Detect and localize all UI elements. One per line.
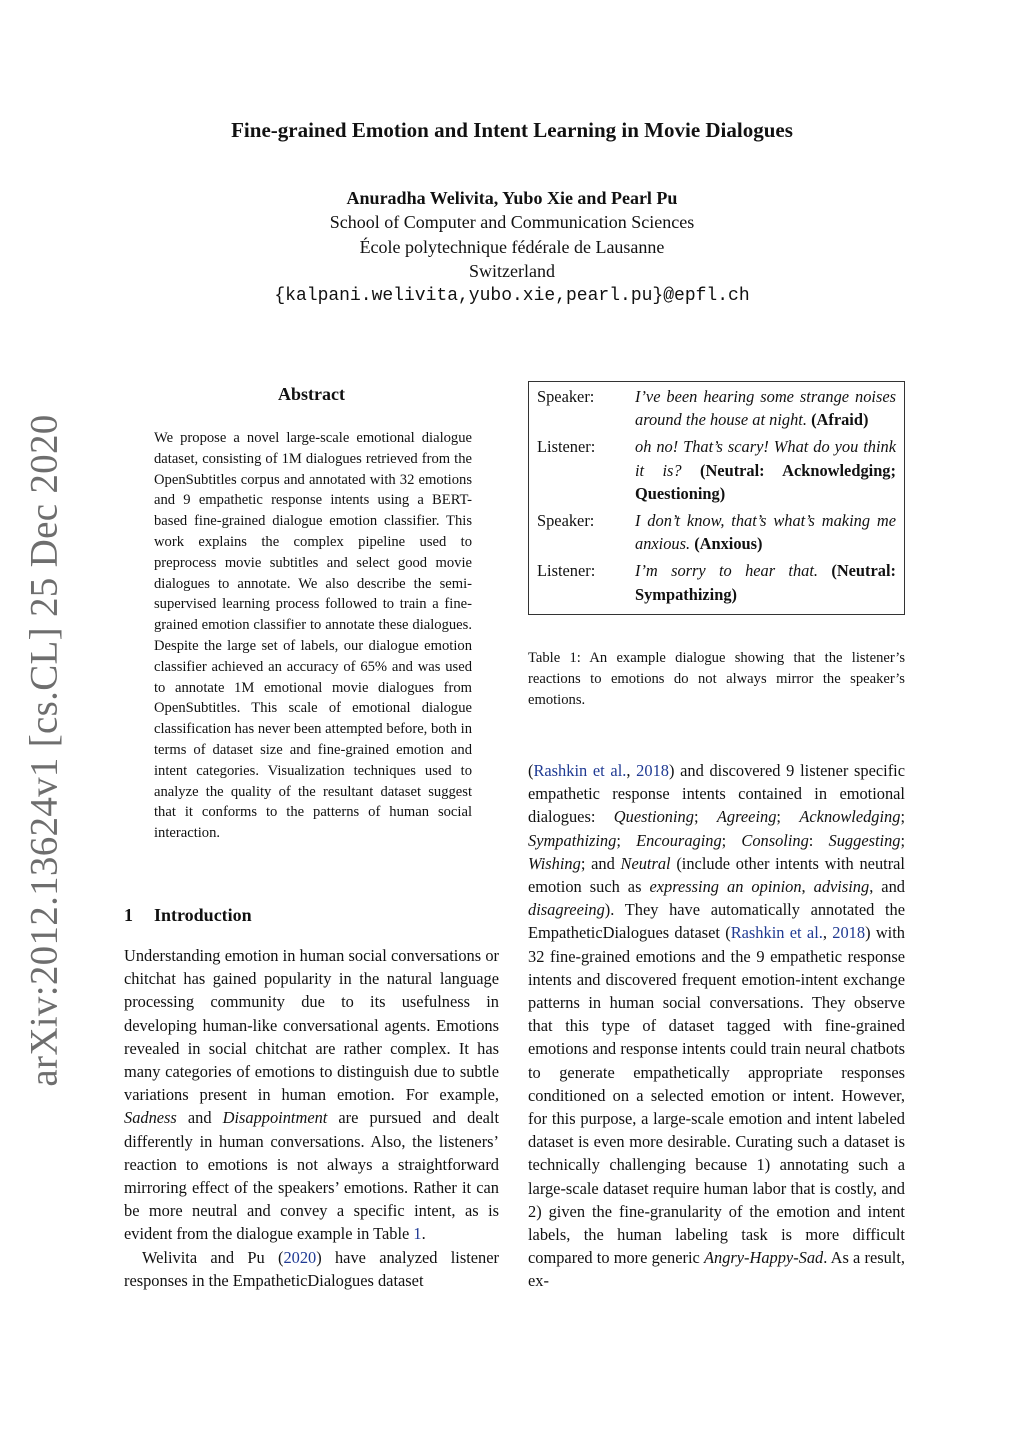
arxiv-side-stamp — [8, 413, 80, 1087]
table-caption: Table 1: An example dialogue showing that the listener’s reactions to emotions do not always mirror the speaker’s emotions. — [528, 650, 905, 708]
citation-link-rashkin[interactable]: Rashkin et al. — [533, 761, 627, 780]
intent-name: Questioning — [613, 807, 694, 827]
dialogue-label: (Afraid) — [811, 410, 869, 430]
dialogue-utterance: I’ve been hearing some strange noises around the house at night. — [635, 387, 896, 430]
dialogue-utterance: I don’t know, that’s what’s making me anxious. — [635, 511, 896, 554]
affiliation-country: Switzerland — [469, 261, 555, 281]
intent-name: Wishing — [528, 853, 581, 873]
citation-year-link-rashkin[interactable]: 2018 — [636, 761, 669, 780]
intent-list: Questioning; Agreeing; Acknowledging; Sympathizing; Encouraging; Consoling: Suggesting; Wishing; and Neutral — [528, 807, 906, 873]
intent-name: Sympathizing — [528, 830, 617, 850]
dialogue-role: Listener: — [537, 561, 596, 581]
citation-link-rashkin-2[interactable]: Rashkin et al. — [730, 923, 823, 943]
section-title: Introduction — [154, 905, 252, 925]
dialogue-role: Listener: — [537, 437, 596, 457]
intent-name: Acknowledging — [799, 807, 901, 827]
intent-name: Encouraging — [636, 830, 722, 850]
citation-year-link-rashkin-2[interactable]: 2018 — [832, 923, 866, 943]
author-emails: {kalpani.welivita,yubo.xie,pearl.pu}@epfl.ch — [274, 286, 750, 306]
intent-name: Neutral — [620, 853, 671, 873]
affiliation-institution: École polytechnique fédérale de Lausanne — [359, 237, 665, 257]
dialogue-row — [537, 435, 896, 509]
affiliation-school: School of Computer and Communication Sciences — [329, 212, 695, 232]
dialogue-role: Speaker: — [537, 511, 595, 531]
author-list: Anuradha Welivita, Yubo Xie and Pearl Pu — [346, 188, 678, 208]
dialogue-row — [537, 385, 896, 435]
arxiv-identifier: arXiv:2012.13624v1 [cs.CL] 25 Dec 2020 — [22, 413, 66, 1087]
citation-link-welivita[interactable]: 2020 — [283, 1247, 317, 1267]
dialogue-utterance-cell — [635, 559, 896, 609]
intent-name: Agreeing — [716, 807, 777, 827]
intro-paragraph-1: Understanding emotion in human social conversations or chitchat has gained popularity in the natural language processing community due to its usefulness in developing human-like conversational agents. Emotions revealed in social chitchat are rather complex. It has many categories of emotions to distinguish due to subtle variations present in human emotion. For example, Sadness and Disappointment are pursued and dealt differently in human conversations. Also, the listeners’ reaction to emotions is not always a straightforward mirroring effect of the speakers’ emotions. Rather it can be more neutral and convey a specific intent, as is evident from the dialogue example in Table 1. — [124, 946, 499, 1244]
paper-title: Fine-grained Emotion and Intent Learning in Movie Dialogues — [231, 118, 793, 142]
abstract-text: We propose a novel large-scale emotional dialogue dataset, consisting of 1M dialogues retrieved from the OpenSubtitles corpus and annotated with 32 emotions and 9 empathetic response intents using a BERT-based fine-grained dialogue emotion classifier. This work explains the complex pipeline used to preprocess movie subtitles and select good movie dialogues to annotate. We also describe the semi-supervised learning process followed to train a fine-grained emotion classifier to annotate these dialogues. Despite the large set of labels, our dialogue emotion classifier achieved an accuracy of 65% and was used to annotate 1M emotional movie dialogues from OpenSubtitles. This scale of emotional dialogue classification has never been attempted before, both in terms of dataset size and fine-grained emotion and intent categories. Visualization techniques used to analyze the quality of the resultant dataset suggest that it conforms to the patterns of human social interaction. — [154, 430, 472, 842]
table-reference-link[interactable]: 1 — [413, 1224, 422, 1244]
intro-right-column — [528, 759, 905, 1293]
emotion-disappointment: Disappointment — [222, 1108, 328, 1128]
emotion-sadness: Sadness — [124, 1108, 177, 1128]
dialogue-row — [537, 509, 896, 559]
intro-paragraph-2: Welivita and Pu (2020) have analyzed listener responses in the EmpatheticDialogues dataset — [124, 1247, 499, 1290]
dialogue-label: (Anxious) — [694, 534, 763, 554]
dialogue-utterance-cell — [635, 509, 896, 559]
dialogue-utterance: oh no! That’s scary! What do you think it is? — [635, 437, 896, 480]
dialogue-row — [537, 559, 896, 609]
dialogue-role: Speaker: — [537, 387, 595, 406]
intro-left-column — [124, 944, 499, 1292]
dialogue-utterance-cell — [635, 435, 896, 509]
abstract-heading: Abstract — [278, 384, 345, 404]
intro-paragraph-2-continued: (Rashkin et al., 2018) and discovered 9 listener specific empathetic response intents contained in emotional dialogues: Questioning; Agreeing; Acknowledging; Sympathizing; Encouraging; Consoling: Suggesting; Wishing; and Neutral (include other intents with neutral emotion such as expressing an opinion, advising, and disagreeing). They have automatically annotated the EmpatheticDialogues dataset (Rashkin et al., 2018) with 32 fine-grained emotions and the 9 empathetic response intents and discovered frequent emotion-intent exchange patterns in human social conversations. They observe that this type of dataset tagged with fine-grained emotions and response intents could train neural chatbots to generate empathetically appropriate responses conditioned on a selected emotion or intent. However, for this purpose, a large-scale emotion and intent labeled dataset is even more desirable. Curating such a dataset is technically challenging because 1) annotating such a large-scale dataset require human labor that is costly, and 2) given the fine-granularity of the emotion and intent labels, the human labeling task is more difficult compared to more generic Angry-Happy-Sad. As a result, ex- — [528, 761, 906, 1291]
dialogue-utterance: I’m sorry to hear that. — [635, 561, 819, 581]
intent-name: Suggesting — [828, 830, 901, 850]
dialogue-label: (Neutral: Sympathizing) — [635, 561, 896, 604]
dialogue-utterance-cell — [635, 385, 896, 435]
dialogue-label: (Neutral: Acknowledging; Questioning) — [635, 460, 896, 503]
dialogue-table — [528, 381, 905, 615]
intent-name: Consoling — [741, 830, 809, 850]
section-heading — [124, 905, 252, 926]
angry-happy-sad: Angry-Happy-Sad — [704, 1248, 824, 1268]
section-number: 1 — [124, 905, 133, 925]
